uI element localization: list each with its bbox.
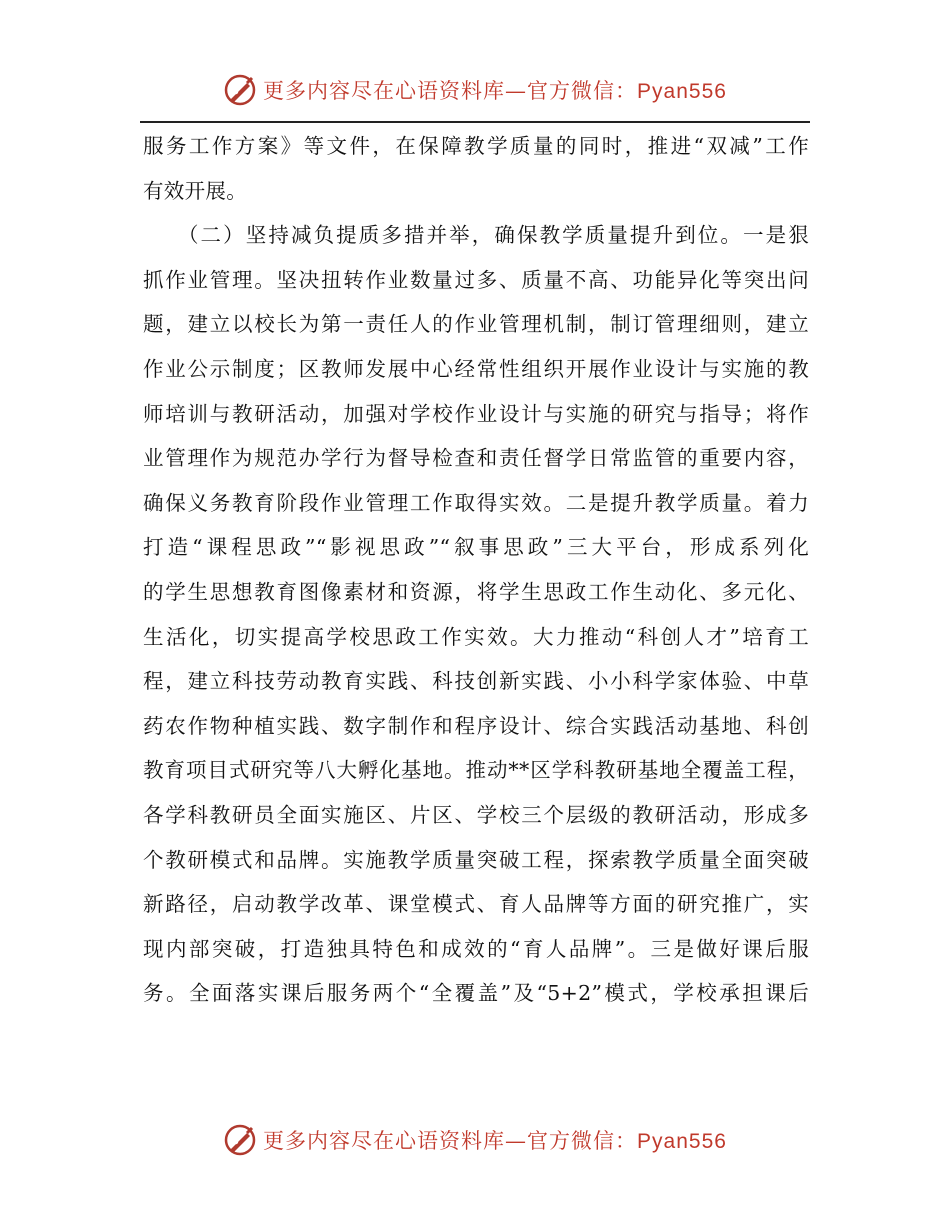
body-line: 药农作物种植实践、数字制作和程序设计、综合实践活动基地、科创 [143,713,809,738]
pen-logo-icon [223,73,257,107]
body-line: 服务工作方案》等文件，在保障教学质量的同时，推进“双减”工作 [143,134,809,158]
body-line: 各学科教研员全面实施区、片区、学校三个层级的教研活动，形成多 [143,802,809,827]
body-line: 确保义务教育阶段作业管理工作取得实效。二是提升教学质量。着力 [143,490,809,515]
document-body [143,124,809,1016]
body-line: 有效开展。 [143,178,247,203]
pen-logo-icon [223,1123,257,1157]
body-line: 生活化，切实提高学校思政工作实效。大力推动“科创人才”培育工 [143,624,809,649]
footer-banner-text: 更多内容尽在心语资料库—官方微信：Pyan556 [263,1129,727,1153]
header-banner-text: 更多内容尽在心语资料库—官方微信：Pyan556 [263,79,727,103]
body-line: 教育项目式研究等八大孵化基地。推动**区学科教研基地全覆盖工程， [143,758,809,783]
body-line: 个教研模式和品牌。实施教学质量突破工程，探索教学质量全面突破 [143,847,809,872]
body-line: 题，建立以校长为第一责任人的作业管理机制，制订管理细则，建立 [143,312,809,337]
body-line: 的学生思想教育图像素材和资源，将学生思政工作生动化、多元化、 [143,579,809,604]
body-line: 现内部突破，打造独具特色和成效的“育人品牌”。三是做好课后服 [143,936,809,961]
footer-banner [0,1120,950,1160]
body-line: 程，建立科技劳动教育实践、科技创新实践、小小科学家体验、中草 [143,669,809,694]
body-line: 业管理作为规范办学行为督导检查和责任督学日常监管的重要内容， [143,446,809,471]
body-line: 新路径，启动教学改革、课堂模式、育人品牌等方面的研究推广，实 [143,892,809,917]
body-line: 抓作业管理。坚决扭转作业数量过多、质量不高、功能异化等突出问 [143,267,809,292]
body-line: 师培训与教研活动，加强对学校作业设计与实施的研究与指导；将作 [143,401,809,426]
body-line: 打造“课程思政”“影视思政”“叙事思政”三大平台，形成系列化 [143,535,809,560]
header-banner [0,70,950,110]
header-divider [140,121,810,123]
body-line: 作业公示制度；区教师发展中心经常性组织开展作业设计与实施的教 [143,356,809,381]
body-line: （二）坚持减负提质多措并举，确保教学质量提升到位。一是狠 [143,223,809,248]
body-line: 务。全面落实课后服务两个“全覆盖”及“5+2”模式，学校承担课后 [143,981,809,1006]
